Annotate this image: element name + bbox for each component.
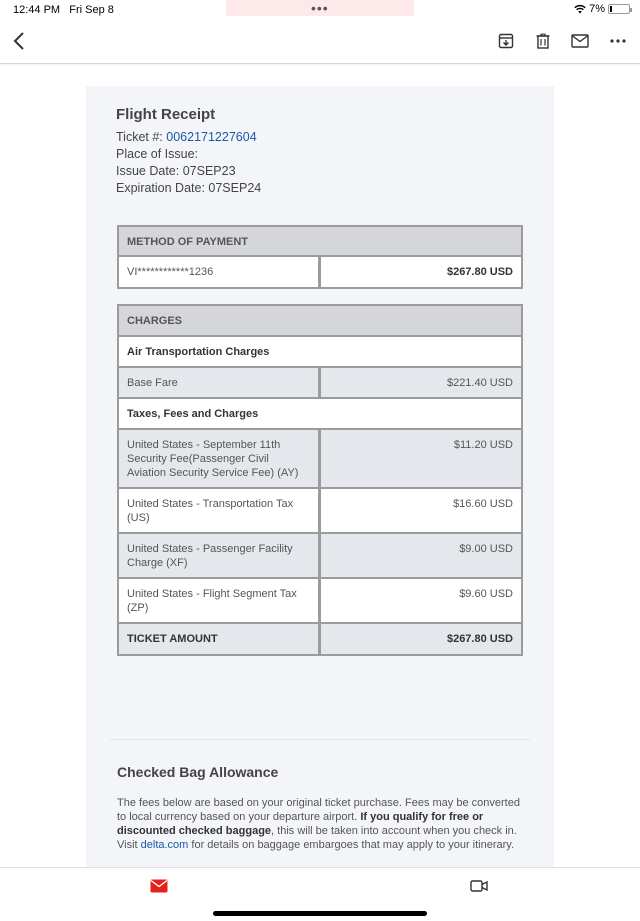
tax-row: United States - Flight Segment Tax (ZP) $9.60 USD: [119, 579, 521, 624]
ticket-number-line: Ticket #: 0062171227604: [116, 130, 257, 144]
ticket-number-link[interactable]: 0062171227604: [166, 130, 257, 144]
mail-tab-button[interactable]: [150, 879, 170, 895]
tax-row: United States - September 11th Security Fee(Passenger Civil Aviation Security Service Fee) (AY) $11.20 USD: [119, 430, 521, 489]
status-bar: [0, 0, 640, 20]
trash-icon: [536, 33, 550, 49]
status-indicators: [574, 3, 630, 15]
flight-receipt-card: [86, 86, 554, 867]
payment-header-row: METHOD OF PAYMENT: [119, 227, 521, 257]
payment-table: [117, 225, 523, 289]
more-button[interactable]: [607, 30, 629, 52]
card-number: VI************1236: [119, 257, 321, 287]
more-icon: [610, 39, 626, 43]
issue-date: Issue Date: 07SEP23: [116, 164, 236, 178]
taxes-section-row: Taxes, Fees and Charges: [119, 399, 521, 430]
bag-allowance-title: Checked Bag Allowance: [117, 764, 279, 780]
delta-link[interactable]: delta.com: [140, 839, 189, 851]
bag-allowance-text: The fees below are based on your original ticket purchase. Fees may be converted to local currency based on your departure airport. If you qualify for free or discounted checked baggage, this will be taken into account when you check in. Visit delta.com for details on baggage embargoes that may apply to your itinerary.: [117, 797, 520, 851]
chevron-left-icon: [13, 31, 25, 51]
video-camera-icon: [470, 879, 488, 893]
wifi-icon: [574, 4, 586, 14]
archive-icon: [498, 33, 514, 49]
mark-unread-button[interactable]: [569, 30, 591, 52]
charges-table: [117, 304, 523, 656]
section-divider: [110, 739, 530, 740]
battery-percent: 7%: [589, 3, 605, 15]
tax-row: United States - Transportation Tax (US) $16.60 USD: [119, 489, 521, 534]
payment-row: [119, 257, 521, 287]
back-button[interactable]: [8, 28, 30, 54]
multitask-dots-icon[interactable]: •••: [311, 0, 329, 16]
email-body[interactable]: [0, 65, 640, 867]
place-of-issue: Place of Issue:: [116, 147, 198, 161]
battery-icon: [608, 4, 630, 14]
bottom-bar: [0, 867, 640, 921]
tax-row: United States - Passenger Facility Charge (XF) $9.00 USD: [119, 534, 521, 579]
email-toolbar: [0, 20, 640, 64]
home-indicator[interactable]: [213, 911, 427, 916]
payment-amount: $267.80 USD: [446, 266, 513, 278]
archive-button[interactable]: [495, 30, 517, 52]
mail-icon: [571, 34, 589, 48]
receipt-title: Flight Receipt: [116, 106, 216, 123]
mail-icon: [150, 879, 168, 893]
ticket-amount-row: TICKET AMOUNT $267.80 USD: [119, 624, 521, 654]
expiration-date: Expiration Date: 07SEP24: [116, 181, 262, 195]
base-fare-row: Base Fare $221.40 USD: [119, 368, 521, 399]
status-time: 12:44 PM Fri Sep 8: [13, 4, 114, 16]
air-transport-section-row: Air Transportation Charges: [119, 337, 521, 368]
charges-header-row: CHARGES: [119, 306, 521, 337]
delete-button[interactable]: [532, 30, 554, 52]
meet-tab-button[interactable]: [470, 879, 490, 895]
